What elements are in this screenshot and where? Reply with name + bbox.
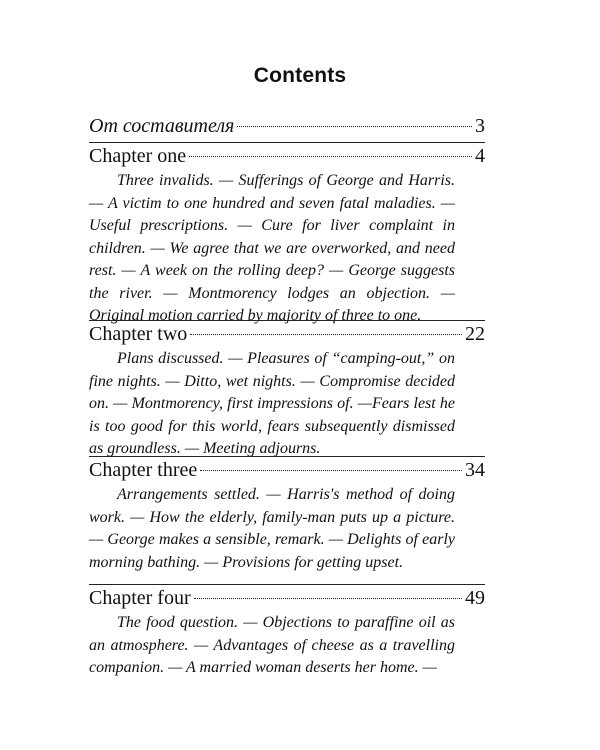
dot-leader — [190, 334, 462, 335]
divider — [89, 584, 485, 585]
toc-page-number: 22 — [465, 323, 485, 345]
toc-entry-compiler-note[interactable] — [89, 114, 485, 138]
dot-leader — [237, 126, 472, 127]
dot-leader — [200, 470, 462, 471]
toc-entry-label: Chapter three — [89, 459, 198, 481]
toc-entry-label: Chapter one — [89, 145, 187, 167]
toc-page-number: 4 — [475, 145, 485, 167]
toc-entry-label: Chapter four — [89, 587, 191, 609]
chapter-summary: Three invalids. — Sufferings of George and Harris. — A victim to one hundred and seven fatal maladies. — Useful prescriptions. — Cure for liver complaint in children. — We agree that we are overworked, and need rest. — A week on the rolling deep? — George suggests the river. — Montmorency lodges an objection. — Original motion carried by majority of three to one. — [89, 172, 455, 324]
toc-entry-label: Chapter two — [89, 323, 188, 345]
chapter-summary: Plans discussed. — Pleasures of “camping-out,” on fine nights. — Ditto, wet nights. — Compromise decided on. — Montmorency, first impressions of. —Fears lest he is too good for this world, fears subsequently dismissed as groundless. — Meeting adjourns. — [89, 350, 455, 457]
divider — [89, 320, 485, 321]
toc-entry-chapter-two[interactable] — [89, 322, 485, 461]
toc-entry-chapter-one[interactable] — [89, 144, 485, 328]
chapter-summary: The food question. — Objections to paraffine oil as an atmosphere. — Advantages of cheese as a travelling companion. — A married woman deserts her home. — — [89, 614, 455, 676]
divider — [89, 456, 485, 457]
toc-page-number: 49 — [465, 587, 485, 609]
toc-entry-chapter-four[interactable] — [89, 586, 485, 680]
dot-leader — [189, 156, 472, 157]
toc-page-number: 3 — [475, 115, 485, 137]
toc-entry-chapter-three[interactable] — [89, 458, 485, 574]
divider — [89, 142, 485, 143]
toc-page-number: 34 — [465, 459, 485, 481]
dot-leader — [194, 598, 462, 599]
toc-entry-label: От составителя — [89, 115, 235, 137]
chapter-summary: Arrangements settled. — Harris's method of doing work. — How the elderly, family-man puts up a picture. — George makes a sensible, remark. — Delights of early morning bathing. — Provisions for getting upset. — [89, 486, 455, 571]
page-title: Contents — [253, 64, 347, 87]
